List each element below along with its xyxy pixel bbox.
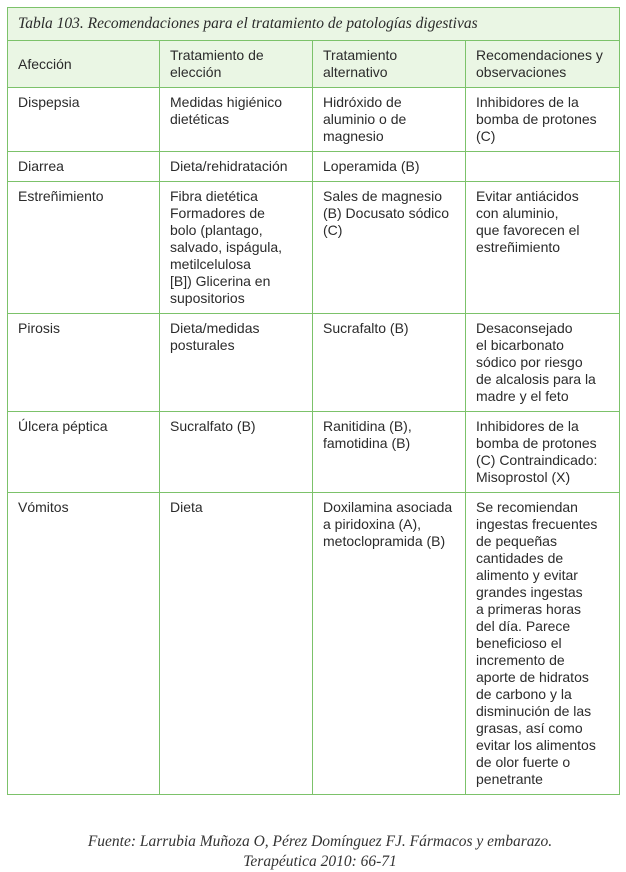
cell-line: Evitar antiácidos — [476, 188, 579, 204]
table-body — [8, 88, 620, 795]
cell-line: incremento de — [476, 652, 565, 668]
afeccion-cell — [8, 314, 160, 412]
cell-line: Úlcera péptica — [18, 418, 108, 434]
cell-line: que favorecen el — [476, 222, 580, 238]
tratamiento-alternativo-cell — [313, 314, 466, 412]
cell-line: disminución de las — [476, 703, 592, 719]
cell-line: estreñimiento — [476, 239, 561, 255]
table-title: Tabla 103. Recomendaciones para el tratamiento de patologías digestivas — [8, 8, 620, 41]
cell-line: (B) Docusato sódico — [323, 205, 450, 221]
cell-line: Fibra dietética — [170, 188, 258, 204]
header-afeccion — [8, 41, 160, 88]
cell-line: beneficioso el — [476, 635, 562, 651]
cell-line: evitar los alimentos — [476, 737, 596, 753]
cell-line: con aluminio, — [476, 205, 559, 221]
cell-line: posturales — [170, 337, 235, 353]
cell-line: magnesio — [323, 128, 384, 144]
header-line: Recomendaciones y — [476, 47, 603, 63]
header-tratamiento-eleccion — [160, 41, 313, 88]
tratamiento-eleccion-cell — [160, 182, 313, 314]
cell-line: sódico por riesgo — [476, 354, 583, 370]
cell-line: Sales de magnesio — [323, 188, 443, 204]
tratamiento-alternativo-cell — [313, 412, 466, 493]
cell-line: Loperamida (B) — [323, 158, 420, 174]
source-citation — [7, 832, 626, 872]
cell-line: salvado, ispágula, — [170, 239, 283, 255]
afeccion-cell — [8, 152, 160, 182]
cell-line: Se recomiendan — [476, 499, 578, 515]
recomendaciones-cell — [466, 182, 620, 314]
cell-line: bolo (plantago, — [170, 222, 263, 238]
cell-line: bomba de protones — [476, 435, 597, 451]
recomendaciones-cell — [466, 314, 620, 412]
cell-line: metilcelulosa — [170, 256, 251, 272]
table-title-row — [8, 8, 620, 41]
cell-line: el bicarbonato — [476, 337, 564, 353]
tratamiento-alternativo-cell — [313, 88, 466, 152]
cell-line: Dieta/rehidratación — [170, 158, 288, 174]
cell-line: (C) Contraindicado: — [476, 452, 598, 468]
cell-line: aporte de hidratos — [476, 669, 589, 685]
cell-line: Estreñimiento — [18, 188, 104, 204]
cell-line: Vómitos — [18, 499, 69, 515]
cell-line: de pequeñas — [476, 533, 557, 549]
header-line: alternativo — [323, 64, 388, 80]
table-row — [8, 152, 620, 182]
cell-line: a piridoxina (A), — [323, 516, 422, 532]
tratamiento-alternativo-cell — [313, 152, 466, 182]
cell-line: [B]) Glicerina en — [170, 273, 271, 289]
header-line: Tratamiento — [323, 47, 398, 63]
afeccion-cell — [8, 493, 160, 795]
table-row — [8, 493, 620, 795]
cell-line: Desaconsejado — [476, 320, 573, 336]
cell-line: Sucralfato (B) — [170, 418, 256, 434]
cell-line: de carbono y la — [476, 686, 572, 702]
cell-line: cantidades de — [476, 550, 564, 566]
cell-line: supositorios — [170, 290, 245, 306]
cell-line: metoclopramida (B) — [323, 533, 446, 549]
source-line: Terapéutica 2010: 66-71 — [243, 853, 397, 870]
cell-line: Dieta/medidas — [170, 320, 260, 336]
header-line: elección — [170, 64, 222, 80]
header-row — [8, 41, 620, 88]
cell-line: Misoprostol (X) — [476, 469, 571, 485]
cell-line: Dispepsia — [18, 94, 80, 110]
afeccion-cell — [8, 182, 160, 314]
header-line: Tratamiento de — [170, 47, 264, 63]
cell-line: ingestas frecuentes — [476, 516, 598, 532]
cell-line: Pirosis — [18, 320, 61, 336]
cell-line: alimento y evitar — [476, 567, 578, 583]
header-line: Afección — [18, 55, 72, 72]
cell-line: Hidróxido de — [323, 94, 402, 110]
source-line: Fuente: Larrubia Muñoza O, Pérez Domínguez FJ. Fármacos y embarazo. — [87, 833, 553, 850]
tratamiento-eleccion-cell — [160, 88, 313, 152]
cell-line: de olor fuerte o — [476, 754, 571, 770]
cell-line: Inhibidores de la — [476, 418, 579, 434]
document — [7, 7, 619, 870]
cell-line: Ranitidina (B), — [323, 418, 412, 434]
cell-line: dietéticas — [170, 111, 230, 127]
tratamiento-eleccion-cell — [160, 152, 313, 182]
cell-line: Sucrafalto (B) — [323, 320, 409, 336]
table-row — [8, 88, 620, 152]
cell-line: bomba de protones — [476, 111, 597, 127]
cell-line: Formadores de — [170, 205, 265, 221]
cell-line: famotidina (B) — [323, 435, 411, 451]
cell-line: (C) — [476, 128, 496, 144]
cell-line: grandes ingestas — [476, 584, 583, 600]
cell-line: aluminio o de — [323, 111, 407, 127]
cell-line: de alcalosis para la — [476, 371, 596, 387]
cell-line: Doxilamina asociada — [323, 499, 453, 515]
cell-line: madre y el feto — [476, 388, 569, 404]
header-recomendaciones — [466, 41, 620, 88]
cell-line: a primeras horas — [476, 601, 582, 617]
cell-line: Inhibidores de la — [476, 94, 579, 110]
afeccion-cell — [8, 88, 160, 152]
recomendaciones-cell — [466, 412, 620, 493]
table-row — [8, 182, 620, 314]
tratamiento-eleccion-cell — [160, 412, 313, 493]
cell-line: Diarrea — [18, 158, 64, 174]
cell-line: Dieta — [170, 499, 203, 515]
table-row — [8, 314, 620, 412]
header-line: observaciones — [476, 64, 567, 80]
recomendaciones-cell — [466, 152, 620, 182]
treatment-table — [7, 7, 620, 795]
recomendaciones-cell — [466, 493, 620, 795]
tratamiento-alternativo-cell — [313, 493, 466, 795]
tratamiento-eleccion-cell — [160, 314, 313, 412]
cell-line: del día. Parece — [476, 618, 571, 634]
recomendaciones-cell — [466, 88, 620, 152]
tratamiento-alternativo-cell — [313, 182, 466, 314]
cell-line: (C) — [323, 222, 343, 238]
table-row — [8, 412, 620, 493]
tratamiento-eleccion-cell — [160, 493, 313, 795]
afeccion-cell — [8, 412, 160, 493]
cell-line: Medidas higiénico — [170, 94, 283, 110]
cell-line: penetrante — [476, 771, 543, 787]
header-tratamiento-alternativo — [313, 41, 466, 88]
cell-line: grasas, así como — [476, 720, 583, 736]
